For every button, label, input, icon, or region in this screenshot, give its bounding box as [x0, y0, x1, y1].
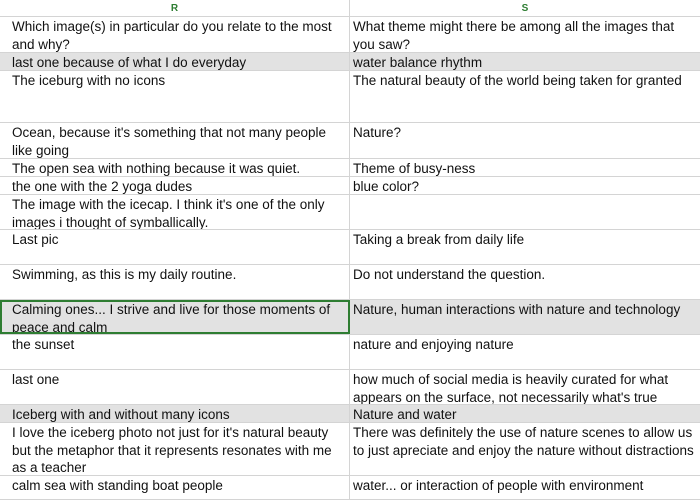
- cell-s[interactable]: The natural beauty of the world being taken for granted: [353, 73, 682, 88]
- cell-r[interactable]: I love the iceberg photo not just for it's natural beauty but the metaphor that it represents resonates with me as a teacher: [0, 423, 350, 475]
- cell-s[interactable]: Nature and water: [353, 407, 457, 422]
- cell-r[interactable]: The iceburg with no icons: [0, 71, 350, 122]
- table-row: [0, 195, 700, 230]
- cell-s[interactable]: nature and enjoying nature: [353, 337, 514, 352]
- column-header-s[interactable]: S: [350, 0, 700, 17]
- column-header-r[interactable]: R: [0, 0, 350, 17]
- cell-r[interactable]: The image with the icecap. I think it's one of the only images i thought of symballically.: [0, 195, 350, 229]
- table-row: [0, 405, 700, 423]
- table-row: [0, 230, 700, 265]
- cell-r[interactable]: Ocean, because it's something that not many people like going: [0, 123, 350, 158]
- cell-s[interactable]: There was definitely the use of nature scenes to allow us to just apreciate and enjoy the nature without distractions: [353, 425, 694, 458]
- cell-r[interactable]: last one because of what I do everyday: [0, 53, 350, 70]
- selected-cell[interactable]: Calming ones... I strive and live for those moments of peace and calm: [0, 300, 350, 334]
- cell-r[interactable]: calm sea with standing boat people: [0, 476, 350, 499]
- table-row: [0, 423, 700, 476]
- table-row: [0, 265, 700, 300]
- cell-s[interactable]: Nature?: [353, 125, 402, 140]
- cell-s[interactable]: Taking a break from daily life: [353, 232, 525, 247]
- cell-s[interactable]: Nature, human interactions with nature and technology: [353, 302, 681, 317]
- cell-s[interactable]: how much of social media is heavily curated for what appears on the surface, not necessarily what's true: [353, 372, 669, 404]
- cell-s[interactable]: water balance rhythm: [353, 55, 483, 70]
- cell-s[interactable]: blue color?: [353, 179, 420, 194]
- cell-s[interactable]: Do not understand the question.: [353, 267, 546, 282]
- cell-r[interactable]: the sunset: [0, 335, 350, 369]
- cell-r[interactable]: last one: [0, 370, 350, 404]
- table-row: [0, 370, 700, 405]
- table-row: [0, 71, 700, 123]
- cell-r[interactable]: Swimming, as this is my daily routine.: [0, 265, 350, 299]
- table-row: [0, 123, 700, 159]
- cell-r[interactable]: The open sea with nothing because it was quiet.: [0, 159, 350, 176]
- table-row: [0, 476, 700, 500]
- cell-r[interactable]: the one with the 2 yoga dudes: [0, 177, 350, 194]
- table-row: [0, 53, 700, 71]
- table-row: [0, 177, 700, 195]
- table-row: [0, 17, 700, 53]
- table-row: [0, 300, 700, 335]
- cell-r[interactable]: Iceberg with and without many icons: [0, 405, 350, 422]
- cell-r[interactable]: Last pic: [0, 230, 350, 264]
- table-row: [0, 335, 700, 370]
- cell-r[interactable]: Which image(s) in particular do you relate to the most and why?: [0, 17, 350, 52]
- cell-s[interactable]: water... or interaction of people with environment: [353, 478, 644, 493]
- cell-s[interactable]: Theme of busy-ness: [353, 161, 476, 176]
- cell-s[interactable]: What theme might there be among all the images that you saw?: [353, 19, 675, 52]
- cell-s[interactable]: [350, 195, 700, 229]
- table-row: [0, 159, 700, 177]
